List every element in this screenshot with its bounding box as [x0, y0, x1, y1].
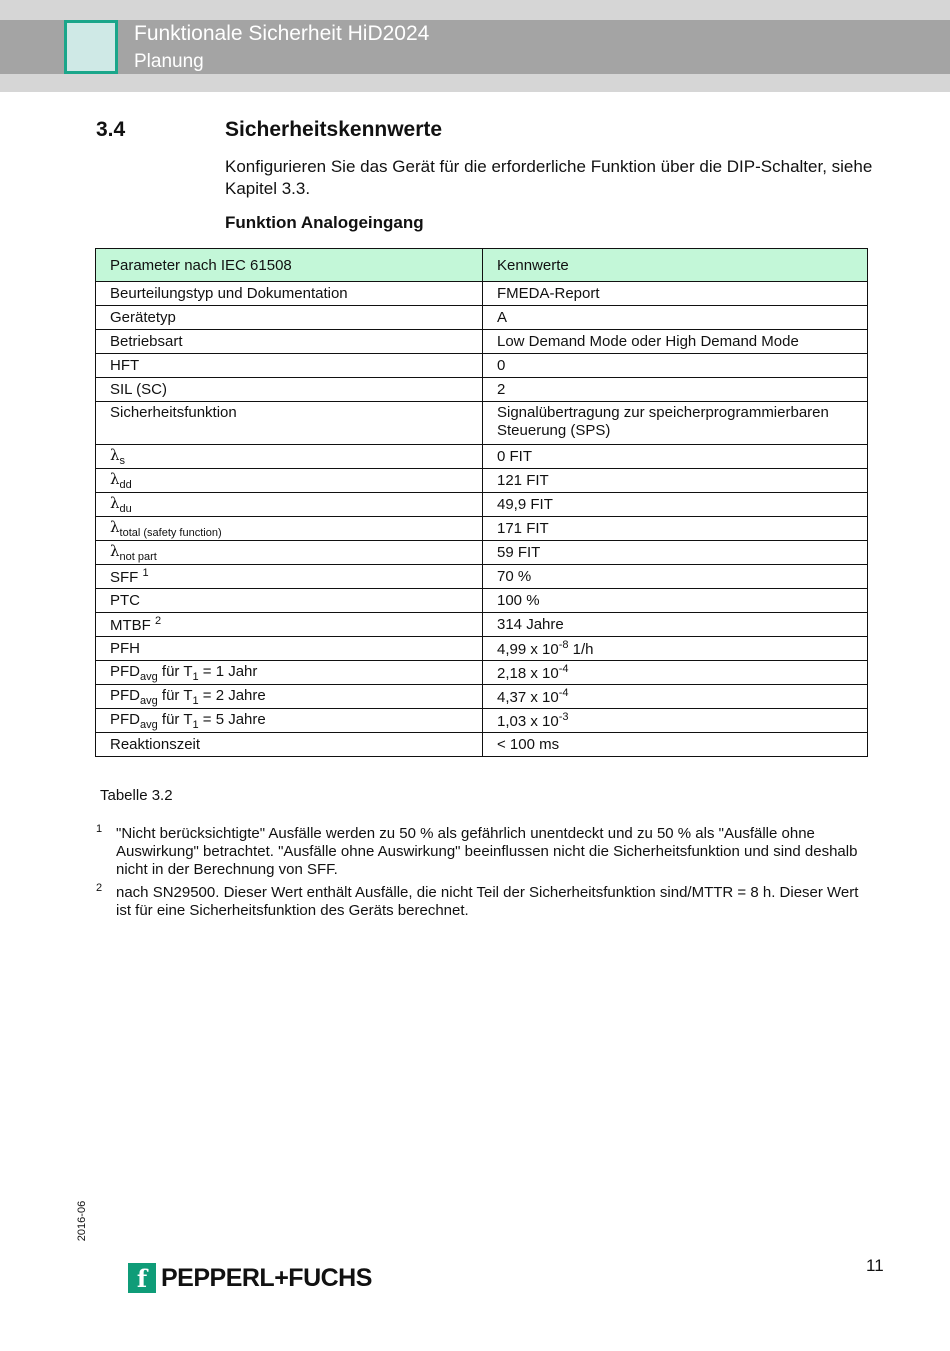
lambda-symbol: λ: [110, 542, 120, 560]
param-cell: PTC: [96, 589, 483, 613]
table-row: [96, 354, 868, 378]
param-subscript: s: [119, 455, 126, 467]
table-row: [96, 378, 868, 402]
param-cell: [96, 613, 483, 637]
footnote-ref: 1: [142, 567, 149, 579]
value-cell: [483, 709, 868, 733]
lambda-symbol: λ: [110, 446, 120, 464]
param-cell: [96, 469, 483, 493]
param-subscript: dd: [119, 479, 132, 491]
footnote-text: nach SN29500. Dieser Wert enthält Ausfälle, die nicht Teil der Sicherheitsfunktion sind/MTTR = 8 h. Dieser Wert ist für eine Sicherheitsfunktion des Geräts berechnet.: [116, 884, 859, 919]
value-cell: 59 FIT: [483, 541, 868, 565]
header-logo-square: [64, 20, 118, 74]
param-text: SFF: [110, 569, 139, 586]
table-row: [96, 613, 868, 637]
lambda-symbol: λ: [110, 518, 120, 536]
page-number: 11: [866, 1256, 884, 1275]
value-cell: 314 Jahre: [483, 613, 868, 637]
footnote-ref: 2: [155, 615, 162, 627]
brand-logo: [128, 1262, 372, 1294]
footnote-1: [96, 825, 866, 879]
document-title: Funktionale Sicherheit HiD2024: [134, 22, 430, 45]
table-row: [96, 517, 868, 541]
value-cell: A: [483, 306, 868, 330]
subheading: Funktion Analogeingang: [225, 213, 424, 232]
section-number: 3.4: [96, 118, 126, 141]
param-end: = 2 Jahre: [198, 686, 266, 704]
table-row: [96, 330, 868, 354]
lambda-symbol: λ: [110, 470, 120, 488]
param-mid: für T: [157, 662, 193, 680]
intro-paragraph: Konfigurieren Sie das Gerät für die erforderliche Funktion über die DIP-Schalter, siehe Kapitel 3.3.: [225, 157, 873, 198]
param-cell: [96, 541, 483, 565]
footnote-mark: 2: [96, 882, 103, 894]
param-cell: [96, 709, 483, 733]
param-text: PFD: [110, 662, 140, 680]
param-cell: [96, 517, 483, 541]
table-row: [96, 445, 868, 469]
param-text: MTBF: [110, 617, 151, 634]
param-cell: [96, 493, 483, 517]
footnote-mark: 1: [96, 823, 103, 835]
value-cell: [483, 685, 868, 709]
param-subscript-2: 1: [192, 694, 199, 707]
param-subscript: avg: [140, 718, 158, 731]
table-row: [96, 282, 868, 306]
lambda-symbol: λ: [110, 494, 120, 512]
param-cell: [96, 565, 483, 589]
value-base: 2,18 x 10: [497, 665, 559, 682]
param-end: = 5 Jahre: [198, 710, 266, 728]
param-cell: [96, 685, 483, 709]
param-text: PFD: [110, 710, 140, 728]
value-unit: 1/h: [568, 641, 594, 658]
param-end: = 1 Jahr: [198, 662, 258, 680]
value-cell: 70 %: [483, 565, 868, 589]
table-row: [96, 493, 868, 517]
header-value: Kennwerte: [483, 249, 868, 282]
value-cell: 121 FIT: [483, 469, 868, 493]
edition-date: 2016-06: [76, 1200, 89, 1242]
table-row: [96, 402, 868, 445]
param-subscript: not part: [119, 551, 157, 563]
param-subscript: avg: [140, 670, 158, 683]
param-cell: Betriebsart: [96, 330, 483, 354]
value-cell: [483, 637, 868, 661]
param-subscript-2: 1: [192, 718, 199, 731]
value-cell: 100 %: [483, 589, 868, 613]
table-row: [96, 709, 868, 733]
value-cell: 171 FIT: [483, 517, 868, 541]
param-cell: SIL (SC): [96, 378, 483, 402]
param-cell: [96, 445, 483, 469]
param-cell: PFH: [96, 637, 483, 661]
param-subscript: avg: [140, 694, 158, 707]
brand-name: PEPPERL+FUCHS: [161, 1263, 372, 1292]
param-cell: Beurteilungstyp und Dokumentation: [96, 282, 483, 306]
value-cell: < 100 ms: [483, 733, 868, 757]
table-header-row: [96, 249, 868, 282]
value-base: 1,03 x 10: [497, 713, 559, 730]
value-exponent: -4: [558, 663, 569, 675]
param-cell: [96, 661, 483, 685]
brand-mark-icon: f: [128, 1263, 156, 1293]
param-cell: Gerätetyp: [96, 306, 483, 330]
param-subscript: du: [119, 503, 132, 515]
value-exponent: -3: [558, 711, 569, 723]
table-row: [96, 541, 868, 565]
value-cell: 0 FIT: [483, 445, 868, 469]
value-exponent: -4: [558, 687, 569, 699]
footnote-text: "Nicht berücksichtigte" Ausfälle werden zu 50 % als gefährlich unentdeckt und zu 50 % als "Ausfälle ohne Auswirkung" betrachtet. "Ausfälle ohne Auswirkung" beeinflussen nicht die Sicherheitsfunktion und sind deshalb nicht in der Berechnung von SFF.: [116, 825, 858, 878]
value-cell: 0: [483, 354, 868, 378]
footnote-2: [96, 884, 866, 920]
parameters-table: [95, 248, 868, 757]
table-row: [96, 306, 868, 330]
table-row: [96, 733, 868, 757]
param-mid: für T: [157, 710, 193, 728]
table-row: [96, 565, 868, 589]
value-cell: FMEDA-Report: [483, 282, 868, 306]
document-subtitle: Planung: [134, 51, 204, 72]
table-row: [96, 589, 868, 613]
value-cell: 49,9 FIT: [483, 493, 868, 517]
param-text: PFD: [110, 686, 140, 704]
value-base: 4,37 x 10: [497, 689, 559, 706]
value-base: 4,99 x 10: [497, 641, 559, 658]
table-row: [96, 685, 868, 709]
param-subscript-2: 1: [192, 670, 199, 683]
table-row: [96, 661, 868, 685]
param-cell: Reaktionszeit: [96, 733, 483, 757]
value-cell: Low Demand Mode oder High Demand Mode: [483, 330, 868, 354]
table-row: [96, 469, 868, 493]
table-caption: Tabelle 3.2: [100, 787, 173, 804]
param-mid: für T: [157, 686, 193, 704]
value-exponent: -8: [558, 639, 569, 651]
param-subscript: total (safety function): [119, 527, 222, 539]
value-cell: [483, 661, 868, 685]
header-param: Parameter nach IEC 61508: [96, 249, 483, 282]
table-row: [96, 637, 868, 661]
section-title: Sicherheitskennwerte: [225, 118, 443, 141]
param-cell: HFT: [96, 354, 483, 378]
param-cell: Sicherheitsfunktion: [96, 402, 483, 445]
value-cell: Signalübertragung zur speicherprogrammierbaren Steuerung (SPS): [483, 402, 868, 445]
value-cell: 2: [483, 378, 868, 402]
